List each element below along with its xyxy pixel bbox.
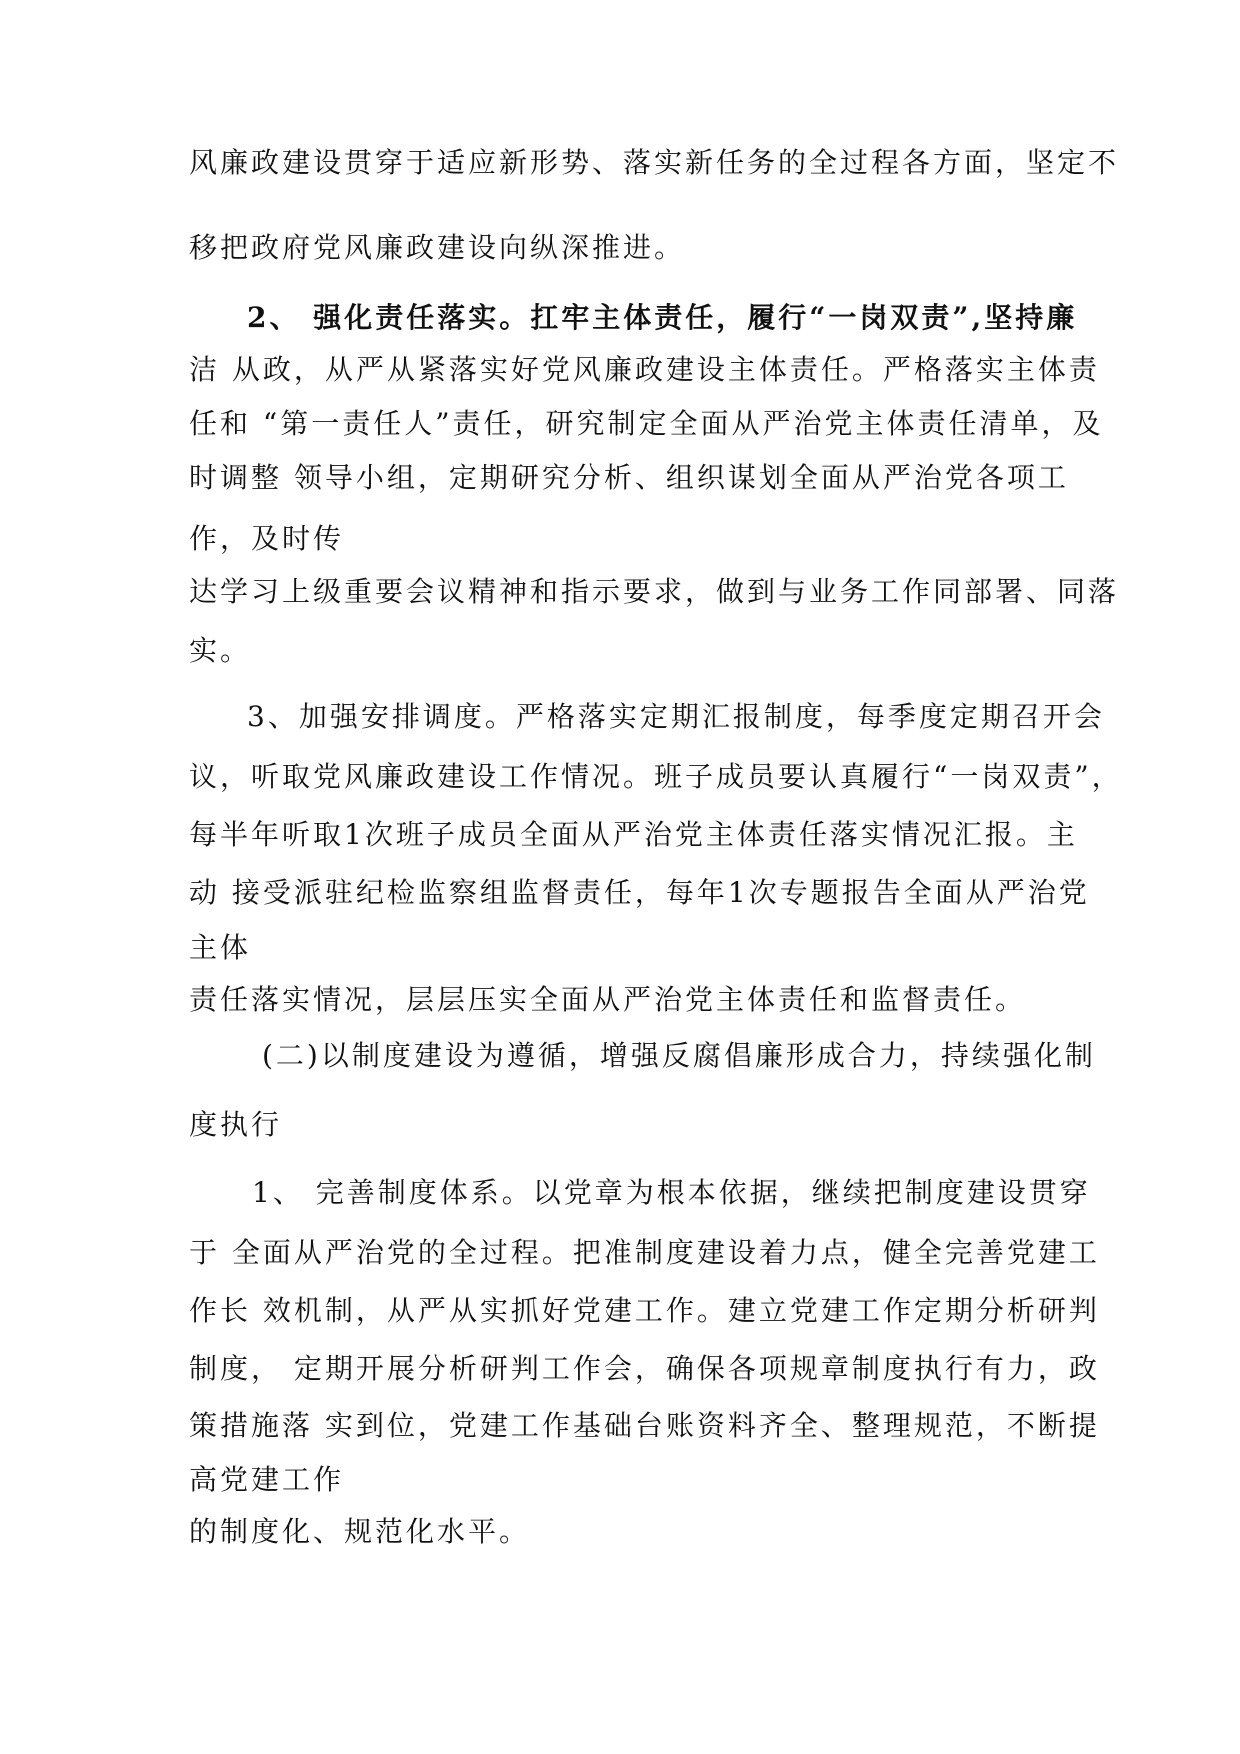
text-line: 每半年听取1次班子成员全面从严治党主体责任落实情况汇报。主	[189, 818, 1078, 851]
text-line: 风廉政建设贯穿于适应新形势、落实新任务的全过程各方面，坚定不	[189, 146, 1120, 179]
text-line: 议，听取党风廉政建设工作情况。班子成员要认真履行“一岗双责”，	[189, 760, 1123, 793]
text-line: 制度， 定期开展分析研判工作会，确保各项规章制度执行有力，政	[189, 1352, 1100, 1385]
text-line: 策措施落 实到位，党建工作基础台账资料齐全、整理规范，不断提	[189, 1409, 1100, 1442]
text-line: 移把政府党风廉政建设向纵深推进。	[189, 231, 686, 264]
list-item-heading: 2、 强化责任落实。扛牢主体责任，履行“一岗双责”,坚持廉	[247, 301, 1078, 334]
list-item-heading: 1、 完善制度体系。以党章为根本依据，继续把制度建设贯穿	[252, 1176, 1091, 1209]
text-line: 动 接受派驻纪检监察组监督责任，每年1次专题报告全面从严治党	[189, 876, 1090, 909]
text-line: 作长 效机制，从严从实抓好党建工作。建立党建工作定期分析研判	[189, 1294, 1100, 1327]
text-line: 高党建工作	[189, 1463, 345, 1496]
text-line: 实。	[189, 634, 252, 667]
section-heading-continued: 度执行	[189, 1108, 283, 1141]
section-heading: (二)以制度建设为遵循，增强反腐倡廉形成合力，持续强化制	[262, 1039, 1096, 1072]
text-line: 洁 从政，从严从紧落实好党风廉政建设主体责任。严格落实主体责	[189, 353, 1100, 386]
list-item-heading: 3、加强安排调度。严格落实定期汇报制度，每季度定期召开会	[247, 700, 1105, 733]
text-line: 作，及时传	[189, 522, 345, 555]
text-line: 任和 “第一责任人”责任，研究制定全面从严治党主体责任清单，及	[189, 407, 1104, 440]
text-line: 达学习上级重要会议精神和指示要求，做到与业务工作同部署、同落	[189, 575, 1120, 608]
text-line: 于 全面从严治党的全过程。把准制度建设着力点，健全完善党建工	[189, 1236, 1100, 1269]
text-line: 主体	[189, 931, 252, 964]
text-line: 的制度化、规范化水平。	[189, 1515, 531, 1548]
text-line: 责任落实情况，层层压实全面从严治党主体责任和监督责任。	[189, 983, 1027, 1016]
text-line: 时调整 领导小组，定期研究分析、组织谋划全面从严治党各项工	[189, 461, 1069, 494]
